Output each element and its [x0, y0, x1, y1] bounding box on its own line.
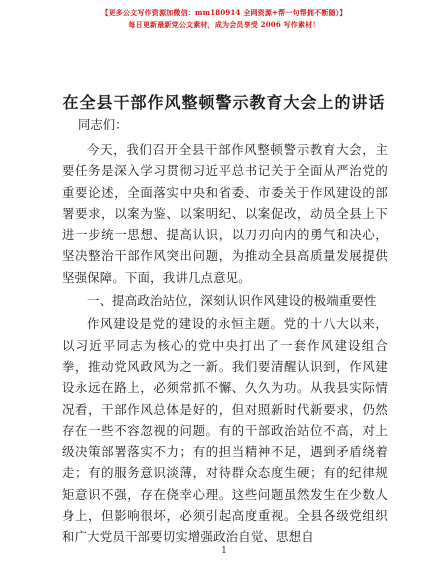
section-heading-1: 一、提高政治站位，深刻认识作风建设的极端重要性 [87, 293, 377, 309]
page-number: 1 [221, 546, 227, 556]
salutation: 同志们： [78, 117, 128, 132]
paragraph-section-1: 作风建设是党的建设的永恒主题。党的十八大以来，以习近平同志为核心的党中央打出了一套作风建设组合拳，推动党风政风为之一新。我们要清醒认识到，作风建设永远在路上，必须常抓不懈、久久为功。从我县实际情况看，干部作风总体是好的，但对照新时代新要求，仍然存在一些不容忽视的问题。有的干部政治站位不高，对上级决策部署落实不力；有的担当精神不足，遇到矛盾绕着走；有的服务意识淡薄，对待群众态度生硬；有的纪律规矩意识不强，存在侥幸心理。这些问题虽然发生在少数人身上，但影响很坏，必须引起高度重视。全县各级党组织和广大党员干部要切实增强政治自觉、思想自 [62, 316, 388, 545]
paragraph-opening: 今天，我们召开全县干部作风整顿警示教育大会，主要任务是深入学习贯彻习近平总书记关于全面从严治党的重要论述，全面落实中央和省委、市委关于作风建设的部署要求，以案为鉴、以案明纪、以案促改，动员全县上下进一步统一思想、提高认识，以刀刃向内的勇气和决心，坚决整治干部作风突出问题，为推动全县高质量发展提供坚强保障。下面，我讲几点意见。 [62, 142, 388, 285]
promo-banner-line-1: 【更多公文写作资源加微信：mm180914 全网资源+帮一句帮拥不断随）】 [101, 8, 347, 17]
document-title: 在全县干部作风整顿警示教育大会上的讲话 [62, 93, 386, 112]
document-body [62, 139, 388, 548]
promo-banner-line-2: 每日更新最新党公文素材，成为会员享受 2006 写作素材！ [128, 20, 320, 29]
